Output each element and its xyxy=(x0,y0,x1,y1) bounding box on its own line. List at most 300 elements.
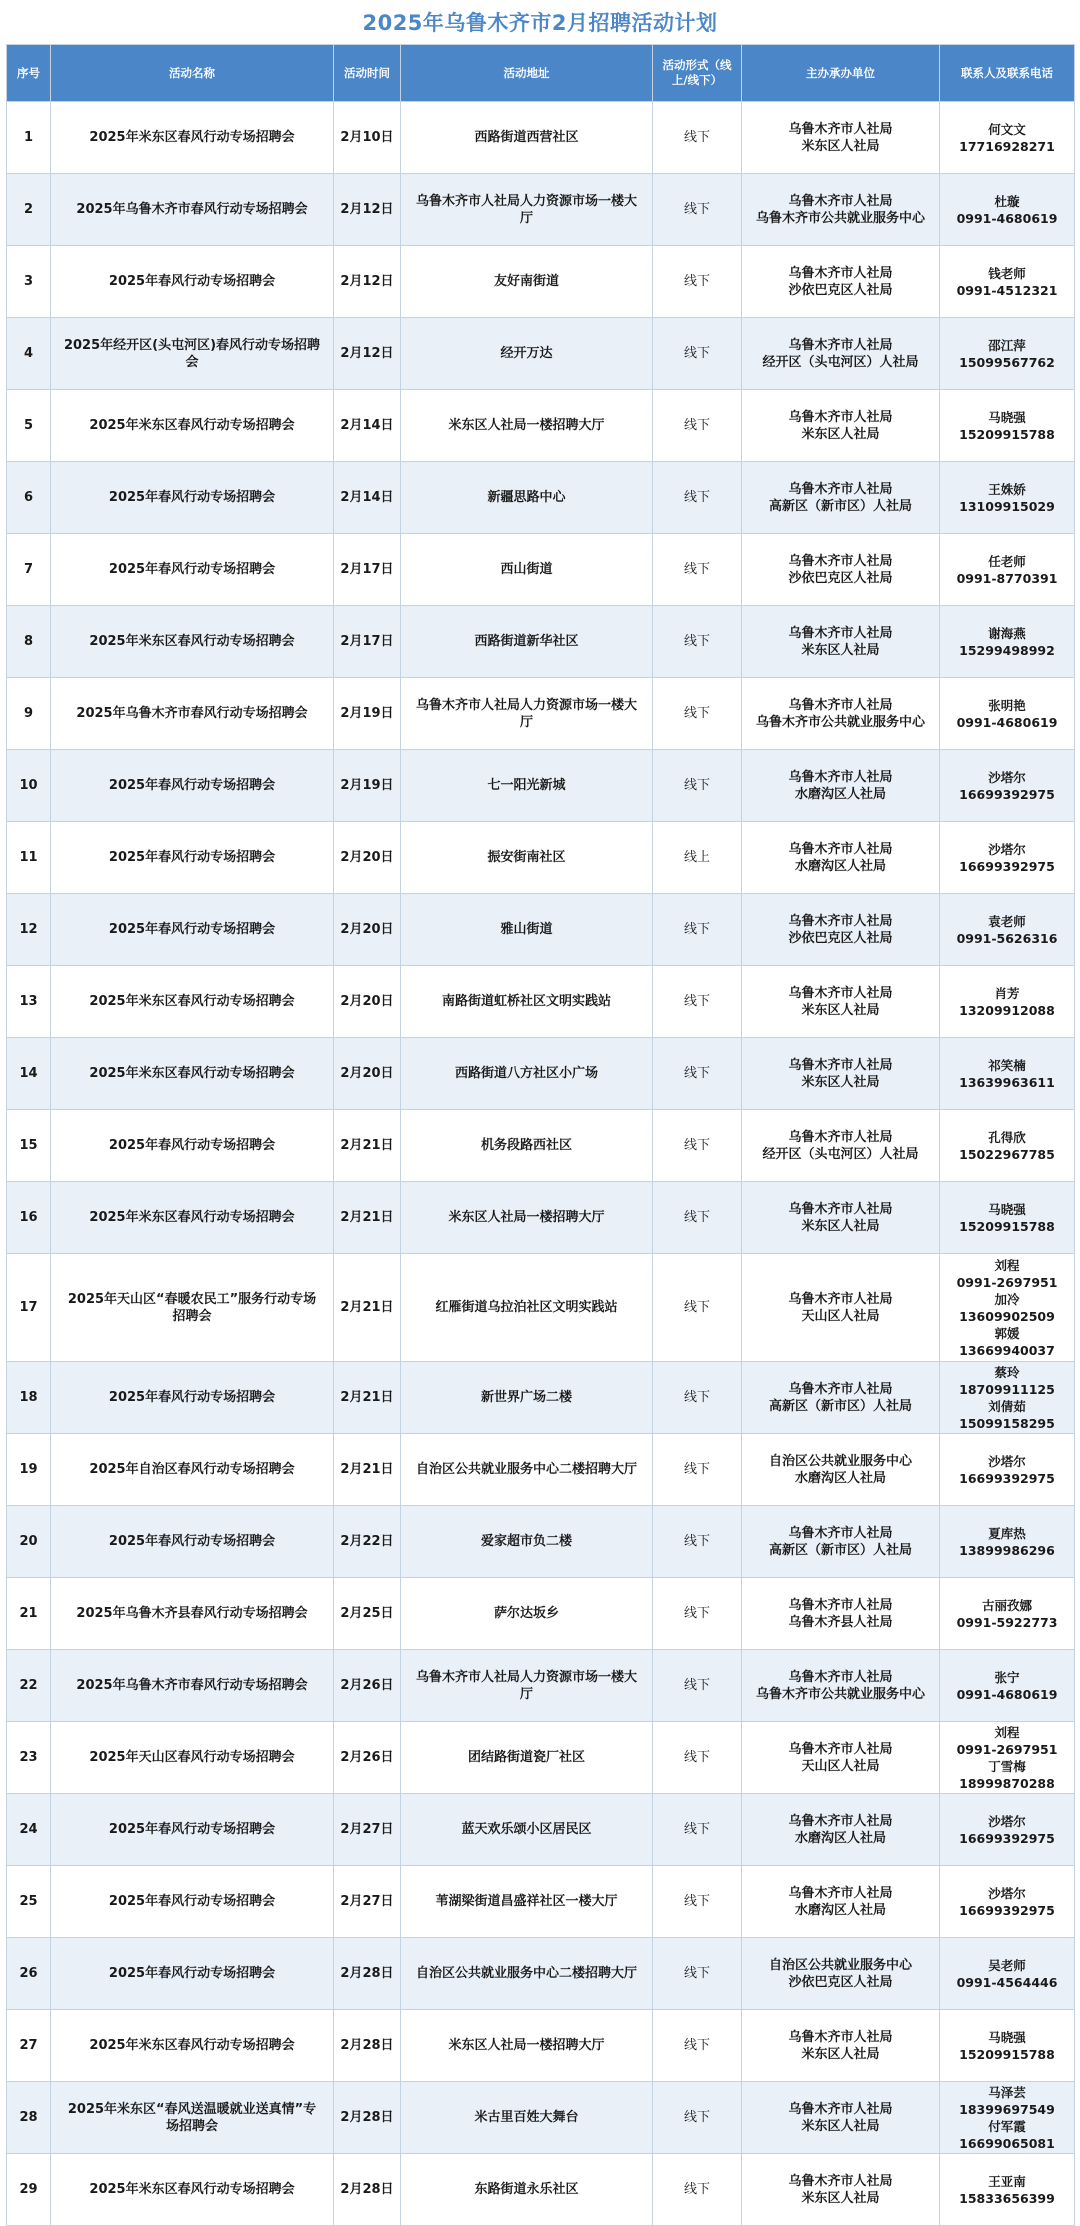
table-row xyxy=(7,462,1075,534)
cell-organizer-line: 高新区（新市区）人社局 xyxy=(768,498,912,514)
cell-contact xyxy=(940,534,1075,606)
cell-date: 2月27日 xyxy=(334,1794,401,1866)
cell-form: 线下 xyxy=(653,1362,742,1434)
cell-organizer-line: 乌鲁木齐市人社局 xyxy=(788,1291,893,1307)
cell-organizer-line: 米东区人社局 xyxy=(801,1218,880,1234)
cell-organizer-line: 沙依巴克区人社局 xyxy=(788,930,893,946)
cell-organizer-line: 乌鲁木齐市公共就业服务中心 xyxy=(755,1686,925,1702)
cell-form: 线下 xyxy=(653,2082,742,2154)
cell-organizer xyxy=(742,1110,940,1182)
cell-form: 线下 xyxy=(653,894,742,966)
cell-organizer xyxy=(742,1506,940,1578)
cell-activity-name xyxy=(51,1506,334,1578)
cell-activity-name-line: 2025年春风行动专场招聘会 xyxy=(108,1822,276,1837)
cell-organizer-line: 乌鲁木齐市人社局 xyxy=(788,913,893,929)
header-name: 活动名称 xyxy=(51,45,334,102)
cell-activity-name xyxy=(51,318,334,390)
table-row xyxy=(7,966,1075,1038)
cell-contact-line: 孔得欣 xyxy=(988,1129,1026,1145)
cell-no: 19 xyxy=(7,1434,51,1506)
cell-organizer-line: 乌鲁木齐市人社局 xyxy=(788,769,893,785)
cell-contact-line: 13669940037 xyxy=(959,1342,1055,1358)
cell-address-line: 红雁街道乌拉泊社区文明实践站 xyxy=(435,1300,618,1315)
cell-no: 6 xyxy=(7,462,51,534)
cell-address xyxy=(401,174,653,246)
cell-activity-name xyxy=(51,1434,334,1506)
cell-contact xyxy=(940,966,1075,1038)
cell-contact-line: 张宁 xyxy=(994,1669,1020,1685)
cell-activity-name xyxy=(51,1794,334,1866)
cell-activity-name xyxy=(51,1362,334,1434)
cell-no: 24 xyxy=(7,1794,51,1866)
cell-activity-name-line: 2025年米东区春风行动专场招聘会 xyxy=(89,1066,295,1081)
cell-organizer-line: 乌鲁木齐市公共就业服务中心 xyxy=(755,714,925,730)
cell-contact xyxy=(940,1794,1075,1866)
cell-no: 25 xyxy=(7,1866,51,1938)
cell-address-line: 西路街道新华社区 xyxy=(474,634,579,649)
cell-address xyxy=(401,2154,653,2226)
cell-organizer-line: 水磨沟区人社局 xyxy=(794,1830,886,1846)
cell-no: 11 xyxy=(7,822,51,894)
table-row xyxy=(7,174,1075,246)
cell-contact xyxy=(940,750,1075,822)
cell-contact-line: 0991-2697951 xyxy=(956,1274,1058,1290)
cell-date: 2月27日 xyxy=(334,1866,401,1938)
cell-no: 20 xyxy=(7,1506,51,1578)
cell-date: 2月28日 xyxy=(334,2154,401,2226)
cell-address xyxy=(401,1866,653,1938)
cell-organizer-line: 沙依巴克区人社局 xyxy=(788,1974,893,1990)
cell-activity-name xyxy=(51,1182,334,1254)
cell-form: 线下 xyxy=(653,1434,742,1506)
cell-address xyxy=(401,534,653,606)
cell-organizer-line: 沙依巴克区人社局 xyxy=(788,570,893,586)
cell-no: 28 xyxy=(7,2082,51,2154)
cell-contact-line: 马晓强 xyxy=(988,409,1026,425)
cell-contact xyxy=(940,678,1075,750)
header-no: 序号 xyxy=(7,45,51,102)
cell-organizer-line: 水磨沟区人社局 xyxy=(794,1902,886,1918)
cell-date: 2月21日 xyxy=(334,1434,401,1506)
cell-contact xyxy=(940,390,1075,462)
cell-organizer-line: 乌鲁木齐市人社局 xyxy=(788,1525,893,1541)
cell-organizer-line: 经开区（头屯河区）人社局 xyxy=(762,354,919,370)
cell-date: 2月14日 xyxy=(334,390,401,462)
cell-activity-name xyxy=(51,1650,334,1722)
cell-contact-line: 13899986296 xyxy=(959,1542,1055,1558)
cell-organizer-line: 乌鲁木齐市人社局 xyxy=(788,2101,893,2117)
cell-activity-name-line: 2025年乌鲁木齐县春风行动专场招聘会 xyxy=(76,1606,308,1621)
cell-contact-line: 刘程 xyxy=(994,1257,1020,1273)
cell-address-line: 南路街道虹桥社区文明实践站 xyxy=(441,994,611,1009)
page-title: 2025年乌鲁木齐市2月招聘活动计划 xyxy=(362,11,718,35)
cell-address-line: 爱家超市负二楼 xyxy=(480,1534,572,1549)
cell-activity-name-line: 2025年天山区“春暖农民工”服务行动专场 xyxy=(67,1291,317,1307)
cell-organizer xyxy=(742,1650,940,1722)
cell-form: 线下 xyxy=(653,1578,742,1650)
cell-organizer-line: 乌鲁木齐市人社局 xyxy=(788,1885,893,1901)
cell-activity-name-line: 2025年春风行动专场招聘会 xyxy=(108,1390,276,1405)
cell-activity-name-line: 2025年春风行动专场招聘会 xyxy=(108,922,276,937)
cell-activity-name xyxy=(51,1254,334,1362)
cell-organizer xyxy=(742,822,940,894)
cell-activity-name xyxy=(51,822,334,894)
cell-contact-line: 15299498992 xyxy=(959,642,1055,658)
cell-address xyxy=(401,1254,653,1362)
cell-contact-line: 18999870288 xyxy=(959,1775,1055,1791)
cell-contact xyxy=(940,1506,1075,1578)
cell-contact-line: 谢海燕 xyxy=(988,625,1026,641)
cell-contact-line: 15209915788 xyxy=(959,2046,1055,2062)
cell-address-line: 自治区公共就业服务中心二楼招聘大厅 xyxy=(415,1966,637,1981)
cell-organizer-line: 乌鲁木齐市人社局 xyxy=(788,1381,893,1397)
cell-organizer-line: 经开区（头屯河区）人社局 xyxy=(762,1146,919,1162)
cell-organizer-line: 自治区公共就业服务中心 xyxy=(768,1453,912,1469)
cell-no: 15 xyxy=(7,1110,51,1182)
recruitment-schedule-table xyxy=(6,44,1075,2226)
cell-organizer-line: 高新区（新市区）人社局 xyxy=(768,1398,912,1414)
table-row xyxy=(7,894,1075,966)
table-row xyxy=(7,2010,1075,2082)
cell-date: 2月21日 xyxy=(334,1362,401,1434)
cell-contact-line: 夏库热 xyxy=(988,1525,1026,1541)
cell-contact-line: 0991-5922773 xyxy=(956,1614,1058,1630)
cell-address-line: 乌鲁木齐市人社局人力资源市场一楼大 xyxy=(415,193,637,209)
cell-organizer-line: 乌鲁木齐市人社局 xyxy=(788,481,893,497)
cell-organizer-line: 乌鲁木齐市人社局 xyxy=(788,625,893,641)
cell-address-line: 乌鲁木齐市人社局人力资源市场一楼大 xyxy=(415,697,637,713)
table-row xyxy=(7,1578,1075,1650)
table-row xyxy=(7,1650,1075,1722)
cell-contact-line: 16699392975 xyxy=(959,1830,1055,1846)
cell-form: 线下 xyxy=(653,606,742,678)
cell-organizer xyxy=(742,894,940,966)
cell-organizer xyxy=(742,174,940,246)
cell-contact-line: 15099567762 xyxy=(959,354,1055,370)
cell-activity-name xyxy=(51,1938,334,2010)
cell-activity-name-line: 2025年春风行动专场招聘会 xyxy=(108,1534,276,1549)
cell-contact-line: 马晓强 xyxy=(988,2029,1026,2045)
cell-date: 2月28日 xyxy=(334,2010,401,2082)
cell-contact xyxy=(940,1110,1075,1182)
cell-no: 8 xyxy=(7,606,51,678)
table-row xyxy=(7,678,1075,750)
cell-contact-line: 0991-4680619 xyxy=(956,210,1058,226)
cell-activity-name xyxy=(51,534,334,606)
cell-activity-name-line: 2025年春风行动专场招聘会 xyxy=(108,1894,276,1909)
cell-contact-line: 13609902509 xyxy=(959,1308,1055,1324)
cell-address-line: 经开万达 xyxy=(500,346,553,361)
cell-contact-line: 刘倩茹 xyxy=(988,1398,1026,1414)
cell-organizer-line: 乌鲁木齐县人社局 xyxy=(788,1614,893,1630)
cell-contact-line: 钱老师 xyxy=(988,265,1026,281)
cell-form: 线下 xyxy=(653,750,742,822)
cell-activity-name xyxy=(51,174,334,246)
cell-organizer-line: 天山区人社局 xyxy=(801,1308,880,1324)
cell-activity-name xyxy=(51,1110,334,1182)
cell-address-line: 蓝天欢乐颂小区居民区 xyxy=(461,1822,592,1837)
cell-address-line: 西路街道八方社区小广场 xyxy=(454,1066,598,1081)
cell-address-line: 西路街道西营社区 xyxy=(474,130,579,145)
cell-contact xyxy=(940,462,1075,534)
cell-contact-line: 马泽芸 xyxy=(988,2084,1026,2100)
cell-address xyxy=(401,750,653,822)
cell-date: 2月25日 xyxy=(334,1578,401,1650)
cell-activity-name-line: 2025年经开区(头屯河区)春风行动专场招聘 xyxy=(63,337,321,353)
cell-form: 线下 xyxy=(653,1650,742,1722)
cell-address xyxy=(401,966,653,1038)
cell-organizer xyxy=(742,1722,940,1794)
cell-form: 线下 xyxy=(653,1110,742,1182)
cell-contact-line: 吴老师 xyxy=(988,1957,1026,1973)
cell-organizer-line: 乌鲁木齐市人社局 xyxy=(788,553,893,569)
cell-address-line: 雅山街道 xyxy=(500,922,553,937)
cell-address xyxy=(401,1794,653,1866)
cell-contact-line: 祁笑楠 xyxy=(988,1057,1026,1073)
cell-organizer xyxy=(742,318,940,390)
table-row xyxy=(7,750,1075,822)
cell-no: 17 xyxy=(7,1254,51,1362)
cell-form: 线下 xyxy=(653,2010,742,2082)
table-row xyxy=(7,606,1075,678)
cell-form: 线下 xyxy=(653,1722,742,1794)
cell-activity-name xyxy=(51,750,334,822)
cell-contact-line: 15209915788 xyxy=(959,1218,1055,1234)
cell-date: 2月17日 xyxy=(334,534,401,606)
cell-organizer-line: 自治区公共就业服务中心 xyxy=(768,1957,912,1973)
table-row xyxy=(7,1794,1075,1866)
table-row xyxy=(7,2082,1075,2154)
cell-contact xyxy=(940,1866,1075,1938)
cell-activity-name-line: 2025年米东区春风行动专场招聘会 xyxy=(89,130,295,145)
cell-address xyxy=(401,678,653,750)
cell-organizer-line: 米东区人社局 xyxy=(801,2118,880,2134)
cell-activity-name-line: 2025年乌鲁木齐市春风行动专场招聘会 xyxy=(76,706,308,721)
cell-contact-line: 刘程 xyxy=(994,1724,1020,1740)
cell-activity-name-line: 2025年乌鲁木齐市春风行动专场招聘会 xyxy=(76,1678,308,1693)
cell-address xyxy=(401,606,653,678)
cell-address-line: 厅 xyxy=(519,1686,533,1702)
table-row xyxy=(7,390,1075,462)
cell-date: 2月19日 xyxy=(334,750,401,822)
header-address: 活动地址 xyxy=(401,45,653,102)
cell-no: 4 xyxy=(7,318,51,390)
cell-organizer xyxy=(742,2010,940,2082)
cell-contact xyxy=(940,2010,1075,2082)
cell-organizer-line: 乌鲁木齐市人社局 xyxy=(788,1669,893,1685)
cell-date: 2月17日 xyxy=(334,606,401,678)
cell-activity-name-line: 2025年乌鲁木齐市春风行动专场招聘会 xyxy=(76,202,308,217)
cell-address xyxy=(401,2082,653,2154)
cell-organizer-line: 乌鲁木齐市人社局 xyxy=(788,985,893,1001)
cell-form: 线下 xyxy=(653,390,742,462)
cell-organizer-line: 乌鲁木齐市人社局 xyxy=(788,2173,893,2189)
cell-activity-name-line: 2025年天山区春风行动专场招聘会 xyxy=(89,1750,295,1765)
cell-activity-name xyxy=(51,102,334,174)
cell-contact-line: 蔡玲 xyxy=(994,1364,1020,1380)
cell-no: 14 xyxy=(7,1038,51,1110)
cell-no: 5 xyxy=(7,390,51,462)
cell-contact-line: 张明艳 xyxy=(988,697,1026,713)
table-header-row xyxy=(7,45,1075,102)
cell-organizer xyxy=(742,1434,940,1506)
cell-address xyxy=(401,318,653,390)
cell-activity-name xyxy=(51,2154,334,2226)
header-organizer: 主办承办单位 xyxy=(742,45,940,102)
cell-organizer-line: 乌鲁木齐市人社局 xyxy=(788,841,893,857)
table-row xyxy=(7,1038,1075,1110)
cell-contact-line: 15209915788 xyxy=(959,426,1055,442)
cell-organizer-line: 乌鲁木齐市人社局 xyxy=(788,1057,893,1073)
cell-form: 线下 xyxy=(653,102,742,174)
cell-address xyxy=(401,1938,653,2010)
cell-address-line: 七一阳光新城 xyxy=(487,778,566,793)
cell-organizer xyxy=(742,1938,940,2010)
cell-organizer-line: 米东区人社局 xyxy=(801,2190,880,2206)
table-row xyxy=(7,1866,1075,1938)
cell-no: 27 xyxy=(7,2010,51,2082)
cell-address-line: 米古里百姓大舞台 xyxy=(474,2110,579,2125)
cell-address xyxy=(401,1722,653,1794)
cell-contact xyxy=(940,1038,1075,1110)
cell-organizer-line: 米东区人社局 xyxy=(801,642,880,658)
cell-contact-line: 沙塔尔 xyxy=(988,1885,1026,1901)
cell-no: 26 xyxy=(7,1938,51,2010)
cell-organizer xyxy=(742,390,940,462)
cell-organizer xyxy=(742,534,940,606)
cell-contact xyxy=(940,246,1075,318)
cell-address-line: 米东区人社局一楼招聘大厅 xyxy=(448,418,605,433)
cell-date: 2月28日 xyxy=(334,1938,401,2010)
cell-activity-name xyxy=(51,894,334,966)
cell-organizer xyxy=(742,2154,940,2226)
cell-address-line: 厅 xyxy=(519,210,533,226)
cell-contact xyxy=(940,102,1075,174)
cell-activity-name xyxy=(51,2010,334,2082)
cell-address-line: 友好南街道 xyxy=(493,274,559,289)
cell-activity-name xyxy=(51,390,334,462)
cell-organizer xyxy=(742,1254,940,1362)
cell-contact-line: 0991-8770391 xyxy=(956,570,1058,586)
cell-address-line: 米东区人社局一楼招聘大厅 xyxy=(448,1210,605,1225)
cell-date: 2月20日 xyxy=(334,822,401,894)
cell-address-line: 新世界广场二楼 xyxy=(480,1390,572,1405)
cell-contact xyxy=(940,894,1075,966)
cell-contact xyxy=(940,174,1075,246)
cell-no: 23 xyxy=(7,1722,51,1794)
cell-date: 2月21日 xyxy=(334,1254,401,1362)
cell-address xyxy=(401,894,653,966)
cell-no: 29 xyxy=(7,2154,51,2226)
table-row xyxy=(7,1362,1075,1434)
table-row xyxy=(7,2154,1075,2226)
cell-contact-line: 0991-4564446 xyxy=(956,1974,1058,1990)
cell-contact-line: 沙塔尔 xyxy=(988,841,1026,857)
cell-organizer-line: 水磨沟区人社局 xyxy=(794,858,886,874)
cell-organizer xyxy=(742,102,940,174)
cell-address xyxy=(401,2010,653,2082)
cell-activity-name xyxy=(51,1722,334,1794)
cell-contact-line: 肖芳 xyxy=(994,985,1020,1001)
cell-form: 线下 xyxy=(653,1794,742,1866)
cell-address xyxy=(401,102,653,174)
cell-organizer xyxy=(742,1578,940,1650)
cell-form: 线下 xyxy=(653,1038,742,1110)
cell-address xyxy=(401,462,653,534)
cell-contact xyxy=(940,318,1075,390)
table-row xyxy=(7,102,1075,174)
cell-date: 2月14日 xyxy=(334,462,401,534)
cell-contact-line: 马晓强 xyxy=(988,1201,1026,1217)
cell-organizer-line: 乌鲁木齐市人社局 xyxy=(788,121,893,137)
cell-organizer xyxy=(742,966,940,1038)
cell-organizer-line: 乌鲁木齐市人社局 xyxy=(788,697,893,713)
cell-date: 2月21日 xyxy=(334,1110,401,1182)
cell-form: 线下 xyxy=(653,1506,742,1578)
cell-contact xyxy=(940,1722,1075,1794)
cell-address-line: 团结路街道瓷厂社区 xyxy=(467,1750,585,1765)
cell-organizer-line: 米东区人社局 xyxy=(801,138,880,154)
cell-activity-name-line: 2025年春风行动专场招聘会 xyxy=(108,490,276,505)
cell-contact-line: 0991-2697951 xyxy=(956,1741,1058,1757)
table-row xyxy=(7,1506,1075,1578)
cell-organizer-line: 乌鲁木齐市人社局 xyxy=(788,1201,893,1217)
cell-address xyxy=(401,1182,653,1254)
cell-contact-line: 0991-4680619 xyxy=(956,714,1058,730)
cell-organizer xyxy=(742,750,940,822)
cell-contact-line: 加冷 xyxy=(994,1291,1020,1307)
cell-date: 2月28日 xyxy=(334,2082,401,2154)
cell-contact-line: 15099158295 xyxy=(959,1415,1055,1431)
cell-activity-name-line: 会 xyxy=(185,354,199,370)
cell-contact-line: 王姝娇 xyxy=(988,481,1026,497)
cell-activity-name-line: 招聘会 xyxy=(172,1308,212,1324)
cell-organizer xyxy=(742,2082,940,2154)
table-row xyxy=(7,1254,1075,1362)
cell-organizer-line: 乌鲁木齐市人社局 xyxy=(788,409,893,425)
cell-date: 2月19日 xyxy=(334,678,401,750)
cell-activity-name xyxy=(51,606,334,678)
cell-address-line: 振安街南社区 xyxy=(487,850,566,865)
cell-contact-line: 18399697549 xyxy=(959,2101,1055,2117)
cell-no: 7 xyxy=(7,534,51,606)
header-form: 活动形式（线上/线下） xyxy=(653,45,742,102)
table-row xyxy=(7,246,1075,318)
cell-form: 线下 xyxy=(653,966,742,1038)
cell-date: 2月10日 xyxy=(334,102,401,174)
cell-organizer xyxy=(742,1182,940,1254)
cell-no: 10 xyxy=(7,750,51,822)
cell-address xyxy=(401,1578,653,1650)
cell-contact-line: 王亚南 xyxy=(988,2173,1026,2189)
cell-no: 1 xyxy=(7,102,51,174)
cell-activity-name-line: 2025年春风行动专场招聘会 xyxy=(108,274,276,289)
cell-contact-line: 16699392975 xyxy=(959,1902,1055,1918)
table-row xyxy=(7,1434,1075,1506)
table-row xyxy=(7,1722,1075,1794)
cell-organizer-line: 沙依巴克区人社局 xyxy=(788,282,893,298)
cell-organizer xyxy=(742,462,940,534)
cell-no: 21 xyxy=(7,1578,51,1650)
cell-activity-name-line: 2025年米东区春风行动专场招聘会 xyxy=(89,1210,295,1225)
cell-date: 2月12日 xyxy=(334,318,401,390)
cell-contact xyxy=(940,1938,1075,2010)
cell-organizer-line: 高新区（新市区）人社局 xyxy=(768,1542,912,1558)
cell-contact xyxy=(940,1578,1075,1650)
cell-contact xyxy=(940,2082,1075,2154)
cell-date: 2月20日 xyxy=(334,1038,401,1110)
cell-address xyxy=(401,1038,653,1110)
